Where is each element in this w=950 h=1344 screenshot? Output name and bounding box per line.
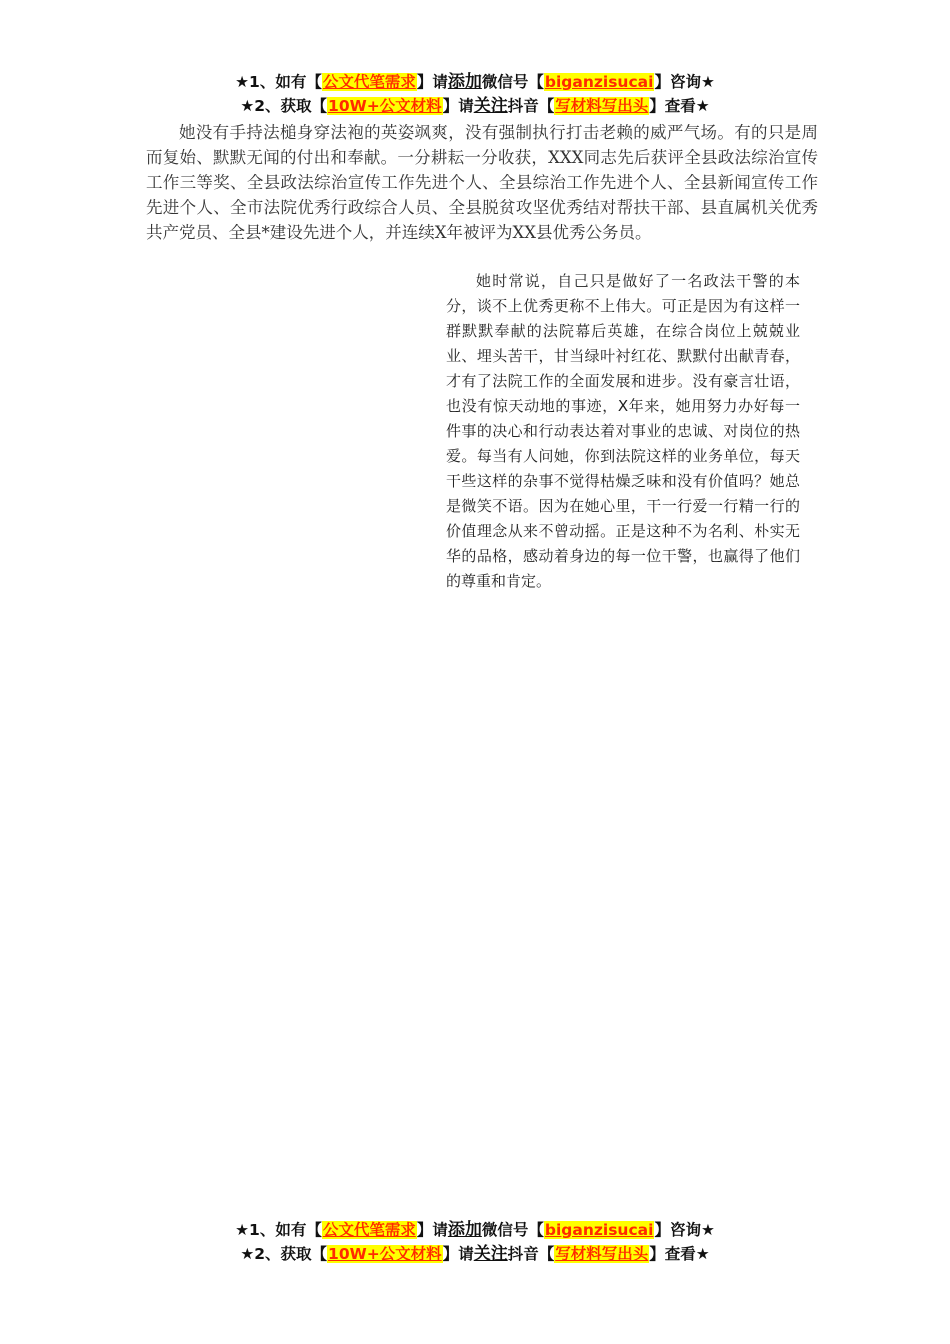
promo-line-2 bbox=[0, 1242, 950, 1266]
promo-highlight-wechat-id: biganzisucai bbox=[544, 73, 654, 91]
promo-text: 】请 bbox=[416, 1221, 448, 1239]
body-paragraph-1: 她没有手持法槌身穿法袍的英姿飒爽，没有强制执行打击老赖的威严气场。有的只是周而复始、默默无闻的付出和奉献。一分耕耘一分收获，XXX同志先后获评全县政法综治宣传工作三等奖、全县政法综治宣传工作先进个人、全县综治工作先进个人、全县新闻宣传工作先进个人、全市法院优秀行政综合人员、全县脱贫攻坚优秀结对帮扶干部、县直属机关优秀共产党员、全县*建设先进个人，并连续X年被评为XX县优秀公务员。 bbox=[146, 123, 818, 242]
promo-text: ★2、获取【 bbox=[240, 97, 328, 115]
promo-text: 】咨询★ bbox=[654, 1221, 715, 1239]
promo-text: 微信号【 bbox=[481, 1221, 544, 1239]
promo-text: 】查看★ bbox=[649, 97, 710, 115]
promo-text: 】咨询★ bbox=[654, 73, 715, 91]
promo-highlight-materials: 10W+公文材料 bbox=[328, 97, 442, 115]
promo-highlight-service: 公文代笔需求 bbox=[322, 1221, 416, 1239]
promo-text: 抖音【 bbox=[507, 97, 555, 115]
promo-text: ★1、如有【 bbox=[235, 73, 322, 91]
promo-text: 微信号【 bbox=[481, 73, 544, 91]
promo-highlight-wechat-id: biganzisucai bbox=[544, 1221, 654, 1239]
promo-highlight-douyin-account: 写材料写出头 bbox=[555, 97, 649, 115]
promo-text: 】请 bbox=[416, 73, 448, 91]
promo-highlight-materials: 10W+公文材料 bbox=[328, 1245, 442, 1263]
promo-highlight-service: 公文代笔需求 bbox=[322, 73, 416, 91]
promo-text: 】查看★ bbox=[649, 1245, 710, 1263]
promo-text: ★2、获取【 bbox=[240, 1245, 328, 1263]
promo-underline-add: 添加 bbox=[447, 72, 482, 92]
promo-text: 】请 bbox=[442, 1245, 474, 1263]
promo-underline-follow: 关注 bbox=[473, 1244, 508, 1264]
promo-line-2 bbox=[0, 94, 950, 118]
promo-highlight-douyin-account: 写材料写出头 bbox=[555, 1245, 649, 1263]
promo-footer bbox=[0, 1218, 950, 1266]
promo-header bbox=[0, 70, 950, 118]
body-paragraph-2: 她时常说，自己只是做好了一名政法干警的本分，谈不上优秀更称不上伟大。可正是因为有这样一群默默奉献的法院幕后英雄，在综合岗位上兢兢业业、埋头苦干，甘当绿叶衬红花、默默付出献青春，才有了法院工作的全面发展和进步。没有豪言壮语，也没有惊天动地的事迹，X年来，她用努力办好每一件事的决心和行动表达着对事业的忠诚、对岗位的热爱。每当有人问她，你到法院这样的业务单位，每天干些这样的杂事不觉得枯燥乏味和没有价值吗？她总是微笑不语。因为在她心里，干一行爱一行精一行的价值理念从来不曾动摇。正是这种不为名利、朴实无华的品格，感动着身边的每一位干警，也赢得了他们的尊重和肯定。 bbox=[446, 272, 800, 590]
promo-underline-add: 添加 bbox=[447, 1220, 482, 1240]
promo-line-1 bbox=[0, 70, 950, 94]
promo-text: 抖音【 bbox=[507, 1245, 555, 1263]
promo-line-1 bbox=[0, 1218, 950, 1242]
promo-text: ★1、如有【 bbox=[235, 1221, 322, 1239]
promo-text: 】请 bbox=[442, 97, 474, 115]
promo-underline-follow: 关注 bbox=[473, 96, 508, 116]
